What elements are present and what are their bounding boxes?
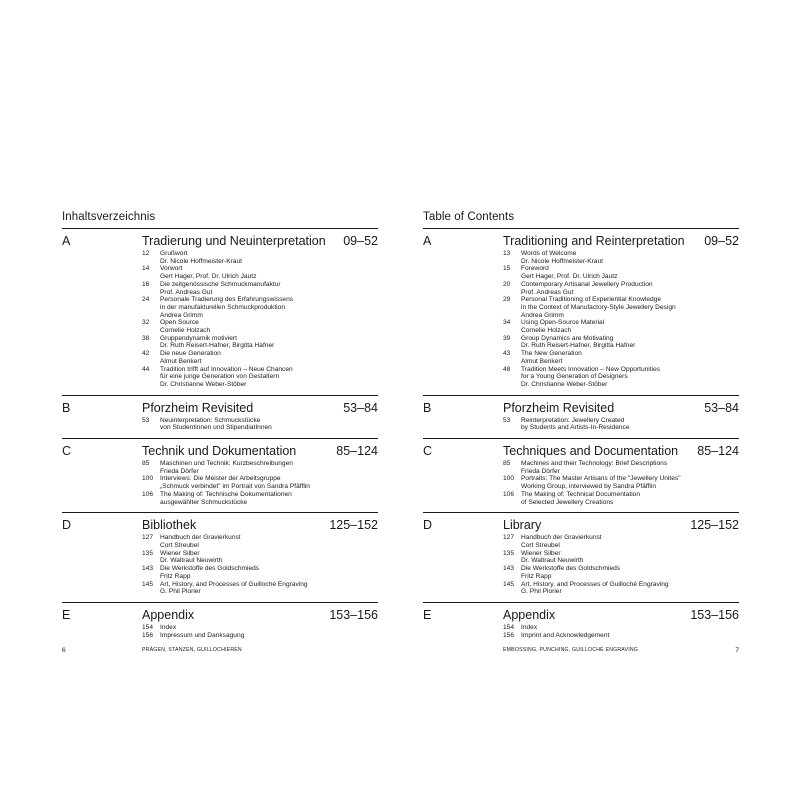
entry-page-number: 100 — [503, 475, 515, 483]
entry-title-line: Art, History, and Processes of Guilloché Engraving — [521, 580, 669, 588]
section-page-range: 125–152 — [329, 518, 378, 533]
section-title[interactable]: Library — [503, 518, 542, 533]
entry-title-line: The Making of: Technical Documentation — [521, 490, 640, 498]
entry-text — [521, 632, 739, 640]
toc-section — [62, 439, 378, 513]
toc-entry[interactable] — [142, 565, 378, 580]
entry-page-number: 29 — [503, 296, 511, 304]
section-page-range: 53–84 — [343, 400, 378, 415]
entry-title-line: The Making of: Technische Dokumentationen — [160, 490, 292, 498]
toc-section — [423, 439, 739, 513]
section-letter: A — [62, 234, 71, 248]
section-letter: A — [423, 234, 432, 248]
section-page-range: 53–84 — [704, 400, 739, 415]
entry-title-line: Contemporary Artisanal Jewellery Production — [521, 280, 653, 288]
entry-title-line: Impressum und Danksagung — [160, 631, 245, 639]
entry-text — [160, 281, 378, 296]
toc-section — [423, 513, 739, 603]
entry-title-line: Group Dynamics are Motivating — [521, 334, 614, 342]
section-letter: B — [62, 400, 71, 415]
section-letter: D — [423, 518, 433, 533]
entry-text — [521, 460, 739, 475]
entry-text — [521, 265, 739, 280]
entry-page-number: 13 — [503, 250, 511, 257]
entry-title-line: Art, History, and Processes of Guilloché Engraving — [160, 580, 308, 588]
left-page — [62, 0, 378, 800]
section-letter: C — [62, 444, 72, 459]
section-page-range: 85–124 — [336, 444, 378, 459]
entry-title-line: Personale Tradierung des Erfahrungswissens — [160, 296, 294, 304]
entry-page-number: 145 — [503, 580, 515, 588]
entry-page-number: 42 — [142, 350, 150, 358]
entry-page-number: 16 — [142, 280, 150, 288]
running-head: EMBOSSING, PUNCHING, GUILLOCHÉ ENGRAVING — [503, 647, 639, 653]
entry-title-line: Die zeitgenössische Schmuckmanufaktur — [160, 280, 281, 288]
entry-title-line: Foreword — [521, 265, 549, 273]
toc-entry[interactable] — [142, 534, 378, 549]
entry-text — [160, 417, 378, 432]
toc-entry[interactable] — [503, 581, 739, 596]
entry-detail-line: für eine junge Generation von Gestaltern — [160, 373, 280, 381]
entry-detail-line: Gert Hager, Prof. Dr. Ulrich Jautz — [160, 273, 257, 281]
entry-title-line: Reinterpretation: Jewellery Created — [521, 416, 625, 424]
entry-title-line: Index — [521, 623, 538, 631]
section-page-range: 09–52 — [343, 234, 378, 248]
section-spacer — [62, 596, 378, 602]
entry-detail-line: Andrea Grimm — [521, 311, 564, 319]
toc-entry[interactable] — [503, 624, 739, 632]
entry-page-number: 127 — [503, 534, 515, 542]
entry-detail-line: Dr. Waltraut Neuwirth — [160, 557, 223, 565]
entry-title-line: Gruppendynamik motiviert — [160, 334, 237, 342]
section-title[interactable]: Appendix — [503, 607, 556, 622]
entry-detail-line: Gert Hager, Prof. Dr. Ulrich Jautz — [521, 273, 618, 281]
entry-title-line: Die neue Generation — [160, 350, 221, 358]
section-spacer — [62, 432, 378, 438]
toc-entry[interactable] — [142, 417, 378, 432]
entry-text — [521, 550, 739, 565]
section-spacer — [423, 596, 739, 602]
folio: 7 — [735, 647, 739, 654]
toc-entry[interactable] — [503, 250, 739, 265]
entry-detail-line: Fritz Rapp — [521, 572, 552, 580]
toc-entry[interactable] — [142, 319, 378, 334]
entry-text — [160, 460, 378, 475]
entry-detail-line: Dr. Nicole Hoffmeister-Kraut — [521, 257, 603, 265]
section-spacer — [62, 639, 378, 645]
entry-page-number: 20 — [503, 280, 511, 288]
toc-entry[interactable] — [503, 350, 739, 365]
entry-page-number: 53 — [503, 416, 511, 424]
entry-title-line: Interviews: Die Meister der Arbeitsgruppe — [160, 475, 281, 483]
entry-page-number: 100 — [142, 475, 154, 483]
entry-list — [423, 234, 739, 389]
entry-title-line: Index — [160, 623, 177, 631]
entry-title-line: Personal Traditioning of Experiential Knowledge — [521, 296, 662, 304]
entry-detail-line: Dr. Christianne Weber-Stöber — [521, 380, 608, 388]
entry-page-number: 156 — [503, 631, 515, 639]
entry-page-number: 145 — [142, 580, 154, 588]
entry-title-line: Portraits: The Master Artisans of the "Jewellery Unites" — [521, 475, 681, 483]
section-page-range: 09–52 — [704, 234, 739, 248]
entry-detail-line: in the Context of Manufactory-Style Jewellery Design — [521, 303, 676, 311]
entry-text — [160, 632, 378, 640]
entry-page-number: 143 — [503, 565, 515, 573]
toc-entry[interactable] — [142, 281, 378, 296]
entry-detail-line: Cort Streubel — [160, 541, 199, 549]
section-spacer — [62, 389, 378, 395]
entry-text — [521, 534, 739, 549]
toc-entry[interactable] — [142, 350, 378, 365]
section-title[interactable]: Bibliothek — [142, 518, 197, 533]
entry-title-line: Neuinterpretation: Schmuckstücke — [160, 416, 261, 424]
entry-title-line: Handbuch der Gravierkunst — [160, 534, 241, 542]
entry-title-line: Wiener Silber — [160, 549, 200, 557]
entry-title-line: Die Werkstoffe des Goldschmieds — [160, 565, 260, 573]
section-title[interactable]: Pforzheim Revisited — [142, 400, 254, 415]
entry-page-number: 48 — [503, 365, 511, 373]
entry-title-line: Using Open-Source Material — [521, 319, 605, 327]
entry-page-number: 106 — [142, 490, 154, 498]
entry-text — [521, 581, 739, 596]
toc-entry[interactable] — [142, 475, 378, 490]
entry-title-line: Die Werkstoffe des Goldschmieds — [521, 565, 621, 573]
section-spacer — [423, 639, 739, 645]
entry-text — [160, 624, 378, 632]
toc-section — [423, 396, 739, 439]
toc-entry[interactable] — [503, 281, 739, 296]
entry-page-number: 85 — [142, 460, 150, 468]
toc-section — [423, 603, 739, 645]
toc-entry[interactable] — [503, 265, 739, 280]
entry-page-number: 24 — [142, 296, 150, 304]
entry-page-number: 14 — [142, 265, 150, 273]
folio: 6 — [62, 647, 66, 654]
entry-title-line: Vorwort — [160, 265, 183, 273]
toc-entry[interactable] — [503, 534, 739, 549]
section-page-range: 85–124 — [697, 444, 739, 459]
entry-text — [521, 565, 739, 580]
entry-title-line: Tradition Meets Innovation – New Opportunities — [521, 365, 661, 373]
entry-page-number: 53 — [142, 416, 150, 424]
entry-text — [521, 281, 739, 296]
entry-text — [160, 366, 378, 389]
entry-page-number: 135 — [142, 549, 154, 557]
toc-section — [62, 513, 378, 603]
page-title: Inhaltsverzeichnis — [62, 211, 156, 223]
entry-title-line: Machines and their Technology: Brief Descriptions — [521, 460, 668, 468]
toc-entry[interactable] — [142, 335, 378, 350]
entry-detail-line: Dr. Ruth Reisert-Hafner, Birgitta Hafner — [521, 342, 636, 350]
entry-text — [160, 491, 378, 506]
section-title[interactable]: Traditioning and Reinterpretation — [503, 234, 685, 248]
entry-detail-line: Dr. Ruth Reisert-Hafner, Birgitta Hafner — [160, 342, 275, 350]
entry-text — [160, 534, 378, 549]
section-title[interactable]: Tradierung und Neuinterpretation — [142, 234, 326, 248]
entry-text — [160, 319, 378, 334]
entry-detail-line: Cornelie Holzach — [160, 327, 211, 335]
entry-detail-line: Prof. Andreas Gut — [521, 288, 574, 296]
entry-title-line: Open Source — [160, 319, 199, 327]
toc-entry[interactable] — [503, 366, 739, 389]
entry-detail-line: for a Young Generation of Designers — [521, 373, 628, 381]
entry-text — [160, 581, 378, 596]
entry-title-line: Imprint and Acknowledgement — [521, 631, 610, 639]
toc-entry[interactable] — [142, 624, 378, 632]
section-title[interactable]: Techniques and Documentation — [503, 444, 679, 459]
section-title[interactable]: Appendix — [142, 607, 195, 622]
toc-entry[interactable] — [142, 632, 378, 640]
entry-detail-line: G. Phil Plorier — [521, 588, 562, 596]
entry-page-number: 143 — [142, 565, 154, 573]
toc-sections — [62, 229, 378, 645]
section-spacer — [423, 389, 739, 395]
entry-page-number: 156 — [142, 631, 154, 639]
entry-page-number: 39 — [503, 334, 511, 342]
entry-page-number: 34 — [503, 319, 511, 327]
section-page-range: 153–156 — [690, 607, 739, 622]
entry-text — [521, 417, 739, 432]
entry-page-number: 15 — [503, 265, 511, 273]
toc-section — [62, 229, 378, 396]
toc-entry[interactable] — [503, 565, 739, 580]
toc-section — [62, 396, 378, 439]
right-page — [423, 0, 739, 800]
entry-text — [521, 475, 739, 490]
section-spacer — [423, 432, 739, 438]
entry-page-number: 154 — [142, 623, 154, 631]
section-title[interactable]: Pforzheim Revisited — [503, 400, 615, 415]
section-letter: C — [423, 444, 433, 459]
entry-detail-line: of Selected Jewellery Creations — [521, 498, 614, 506]
entry-detail-line: Cort Streubel — [521, 541, 560, 549]
entry-text — [160, 475, 378, 490]
toc-entry[interactable] — [503, 460, 739, 475]
entry-list — [62, 234, 378, 389]
toc-entry[interactable] — [503, 296, 739, 319]
entry-title-line: Grußwort — [160, 250, 188, 257]
entry-detail-line: Frieda Dörfer — [160, 467, 199, 475]
entry-detail-line: Prof. Andreas Gut — [160, 288, 213, 296]
toc-sections — [423, 229, 739, 645]
section-title[interactable]: Technik und Dokumentation — [142, 444, 297, 459]
entry-text — [521, 366, 739, 389]
section-spacer — [423, 506, 739, 512]
toc-section — [62, 603, 378, 645]
entry-page-number: 12 — [142, 250, 150, 257]
toc-entry[interactable] — [503, 491, 739, 506]
toc-entry[interactable] — [142, 250, 378, 265]
running-head: PRÄGEN, STANZEN, GUILLOCHIEREN — [142, 647, 242, 653]
entry-text — [521, 296, 739, 319]
entry-detail-line: by Students and Artists-In-Residence — [521, 424, 630, 432]
entry-page-number: 135 — [503, 549, 515, 557]
entry-text — [521, 250, 739, 265]
entry-text — [160, 265, 378, 280]
entry-page-number: 106 — [503, 490, 515, 498]
entry-text — [521, 319, 739, 334]
toc-entry[interactable] — [142, 460, 378, 475]
entry-detail-line: von Studentinnen und StipendiatInnen — [160, 424, 272, 432]
entry-text — [521, 624, 739, 632]
entry-detail-line: Dr. Christianne Weber-Stöber — [160, 380, 247, 388]
entry-detail-line: Working Group, interviewed by Sandra Pfäfflin — [521, 483, 656, 491]
entry-page-number: 32 — [142, 319, 150, 327]
toc-entry[interactable] — [503, 632, 739, 640]
entry-text — [521, 491, 739, 506]
entry-detail-line: Cornelie Holzach — [521, 327, 572, 335]
toc-entry[interactable] — [142, 296, 378, 319]
entry-title-line: The New Generation — [521, 350, 582, 358]
section-letter: D — [62, 518, 72, 533]
section-page-range: 125–152 — [690, 518, 739, 533]
toc-section — [423, 229, 739, 396]
toc-entry[interactable] — [503, 417, 739, 432]
page-title: Table of Contents — [423, 211, 515, 223]
entry-detail-line: ausgewählter Schmuckstücke — [160, 498, 248, 506]
entry-title-line: Tradition trifft auf Innovation – Neue Chancen — [160, 365, 293, 373]
toc-entry[interactable] — [503, 335, 739, 350]
entry-text — [160, 296, 378, 319]
entry-page-number: 85 — [503, 460, 511, 468]
toc-entry[interactable] — [142, 491, 378, 506]
entry-text — [160, 250, 378, 265]
entry-page-number: 127 — [142, 534, 154, 542]
toc-entry[interactable] — [142, 550, 378, 565]
toc-entry[interactable] — [142, 366, 378, 389]
toc-entry[interactable] — [142, 581, 378, 596]
entry-detail-line: Dr. Waltraut Neuwirth — [521, 557, 584, 565]
entry-text — [160, 335, 378, 350]
section-letter: B — [423, 400, 432, 415]
entry-detail-line: G. Phil Plorier — [160, 588, 201, 596]
toc-entry[interactable] — [503, 475, 739, 490]
section-letter: E — [62, 607, 71, 622]
entry-detail-line: Almut Benkert — [521, 357, 563, 365]
toc-entry[interactable] — [503, 550, 739, 565]
entry-text — [521, 350, 739, 365]
entry-page-number: 43 — [503, 350, 511, 358]
entry-text — [160, 565, 378, 580]
entry-title-line: Maschinen und Technik: Kurzbeschreibungen — [160, 460, 293, 468]
entry-page-number: 44 — [142, 365, 150, 373]
entry-title-line: Handbuch der Gravierkunst — [521, 534, 602, 542]
toc-entry[interactable] — [142, 265, 378, 280]
entry-detail-line: Fritz Rapp — [160, 572, 191, 580]
entry-title-line: Wiener Silber — [521, 549, 561, 557]
entry-text — [160, 550, 378, 565]
entry-detail-line: in der manufakturellen Schmuckproduktion — [160, 303, 285, 311]
section-page-range: 153–156 — [329, 607, 378, 622]
entry-text — [160, 350, 378, 365]
entry-text — [521, 335, 739, 350]
entry-detail-line: Frieda Dörfer — [521, 467, 560, 475]
entry-title-line: Words of Welcome — [521, 250, 577, 257]
toc-entry[interactable] — [503, 319, 739, 334]
section-spacer — [62, 506, 378, 512]
entry-page-number: 38 — [142, 334, 150, 342]
entry-detail-line: Almut Benkert — [160, 357, 202, 365]
entry-detail-line: Andrea Grimm — [160, 311, 203, 319]
entry-detail-line: „Schmuck verbindet" im Portrait von Sandra Pfäfflin — [160, 483, 310, 491]
section-letter: E — [423, 607, 432, 622]
entry-page-number: 154 — [503, 623, 515, 631]
entry-detail-line: Dr. Nicole Hoffmeister-Kraut — [160, 257, 242, 265]
